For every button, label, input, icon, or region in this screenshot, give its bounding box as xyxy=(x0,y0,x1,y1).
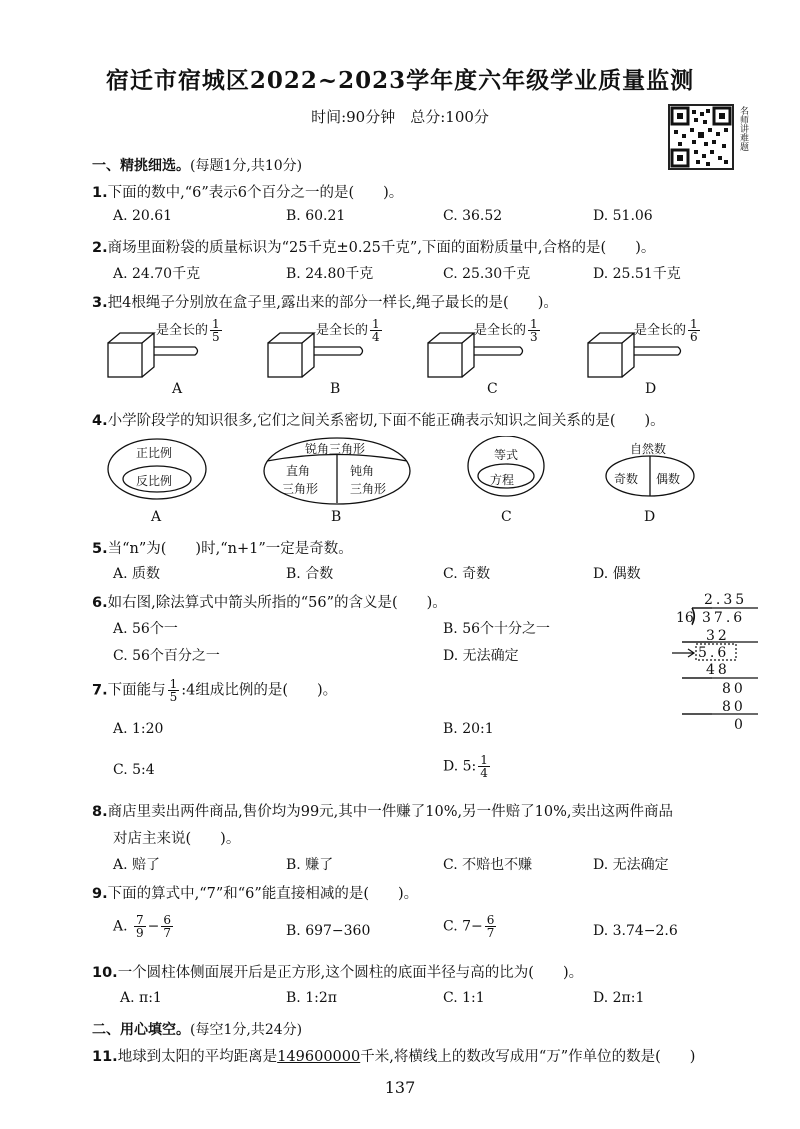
q4-option-b[interactable]: B xyxy=(331,509,342,525)
page-title: 宿迁市宿城区2022~2023学年度六年级学业质量监测 xyxy=(105,67,695,94)
q2-option-c[interactable]: C. 25.30千克 xyxy=(443,266,531,282)
qr-code-icon[interactable] xyxy=(668,104,734,170)
q4-d-top-label: 自然数 xyxy=(630,442,667,456)
question-text: 商场里面粉袋的质量标识为“25千克±0.25千克”,下面的面粉质量中,合格的是( )。 xyxy=(107,240,656,256)
q7-option-c[interactable]: C. 5:4 xyxy=(113,762,155,778)
numerator: 7 xyxy=(136,913,144,927)
question-number: 9. xyxy=(92,886,108,902)
numerator: 1 xyxy=(212,317,220,331)
q8-option-a[interactable]: A. 赔了 xyxy=(113,857,161,873)
q4-diagrams xyxy=(100,436,700,508)
q5-option-b[interactable]: B. 合数 xyxy=(286,566,334,582)
q9-option-c[interactable] xyxy=(443,914,498,939)
q3-label-d xyxy=(634,318,702,343)
question-number: 8. xyxy=(92,804,108,820)
q3-option-a[interactable]: A xyxy=(172,381,183,397)
question-11 xyxy=(92,1045,695,1066)
question-5 xyxy=(92,537,353,558)
q4-option-a[interactable]: A xyxy=(151,509,162,525)
label-text: 是全长的 xyxy=(474,323,527,338)
q4-b-right-label-2: 三角形 xyxy=(350,482,387,496)
q6-option-c[interactable]: C. 56个百分之一 xyxy=(113,648,220,664)
q4-option-c[interactable]: C xyxy=(501,509,512,525)
q4-option-d[interactable]: D xyxy=(644,509,656,525)
division-quotient: 2.35 xyxy=(704,592,748,608)
division-step-1: 32 xyxy=(706,628,730,644)
question-number: 4. xyxy=(92,413,108,429)
q5-option-d[interactable]: D. 偶数 xyxy=(593,566,641,582)
q3-label-a xyxy=(156,318,224,343)
fraction xyxy=(161,914,173,939)
label-text: 是全长的 xyxy=(634,323,687,338)
question-text: 地球到太阳的平均距离是 xyxy=(117,1049,278,1065)
q1-option-d[interactable]: D. 51.06 xyxy=(593,208,653,224)
q4-d-right-label: 偶数 xyxy=(656,472,681,486)
question-2 xyxy=(92,236,655,257)
q6-option-a[interactable]: A. 56个一 xyxy=(113,621,178,637)
question-3 xyxy=(92,291,558,312)
question-9 xyxy=(92,882,418,903)
section-title: 二、用心填空。 xyxy=(92,1022,190,1038)
question-number: 1. xyxy=(92,185,108,201)
question-text: 把4根绳子分别放在盒子里,露出来的部分一样长,绳子最长的是( )。 xyxy=(107,295,558,311)
q7-option-b[interactable]: B. 20:1 xyxy=(443,721,494,737)
q3-label-b xyxy=(316,318,384,343)
q2-option-b[interactable]: B. 24.80千克 xyxy=(286,266,374,282)
division-divisor: 16 xyxy=(676,610,694,626)
underlined-number: 149600000 xyxy=(277,1049,361,1065)
option-text: C. 7− xyxy=(443,918,483,935)
q8-option-d[interactable]: D. 无法确定 xyxy=(593,857,669,873)
q3-label-c xyxy=(474,318,542,343)
fraction xyxy=(688,318,700,343)
minus-sign: − xyxy=(147,918,160,935)
q1-option-b[interactable]: B. 60.21 xyxy=(286,208,346,224)
label-text: 是全长的 xyxy=(316,323,369,338)
q7-option-d[interactable] xyxy=(443,754,492,779)
denominator: 9 xyxy=(136,926,144,940)
denominator: 3 xyxy=(530,330,538,344)
q9-option-b[interactable]: B. 697−360 xyxy=(286,923,371,939)
q4-b-right-label-1: 钝角 xyxy=(350,464,375,478)
question-4 xyxy=(92,409,665,430)
q3-option-b[interactable]: B xyxy=(330,381,341,397)
question-text: 一个圆柱体侧面展开后是正方形,这个圆柱的底面半径与高的比为( )。 xyxy=(117,965,584,981)
question-7 xyxy=(92,678,337,703)
q10-option-c[interactable]: C. 1:1 xyxy=(443,990,485,1006)
section-title: 一、精挑细选。 xyxy=(92,158,190,174)
page-number: 137 xyxy=(384,1078,416,1097)
q9-option-d[interactable]: D. 3.74−2.6 xyxy=(593,923,678,939)
q2-option-d[interactable]: D. 25.51千克 xyxy=(593,266,681,282)
q5-option-a[interactable]: A. 质数 xyxy=(113,566,161,582)
division-remainder: 0 xyxy=(734,717,743,733)
fraction xyxy=(478,754,490,779)
fraction xyxy=(134,914,146,939)
q4-a-outer-label: 正比例 xyxy=(136,446,173,460)
denominator: 4 xyxy=(372,330,380,344)
fraction xyxy=(528,318,540,343)
q1-option-c[interactable]: C. 36.52 xyxy=(443,208,503,224)
question-text-tail: 千米,将横线上的数改写成用“万”作单位的数是( ) xyxy=(360,1049,696,1065)
numerator: 6 xyxy=(486,913,495,927)
question-8-cont: 对店主来说( )。 xyxy=(113,831,241,847)
numerator: 1 xyxy=(480,753,488,767)
q4-b-top-label: 锐角三角形 xyxy=(305,442,366,456)
denominator: 7 xyxy=(163,926,172,940)
division-step-5: 80 xyxy=(722,699,746,715)
q10-option-a[interactable]: A. π:1 xyxy=(120,990,162,1006)
division-dividend: 37.6 xyxy=(702,610,746,626)
option-text: A. xyxy=(113,918,128,935)
q3-option-c[interactable]: C xyxy=(487,381,498,397)
fraction xyxy=(210,318,222,343)
q6-option-b[interactable]: B. 56个十分之一 xyxy=(443,621,551,637)
question-number: 11. xyxy=(92,1049,118,1065)
numerator: 1 xyxy=(530,317,538,331)
question-10 xyxy=(92,961,583,982)
denominator: 6 xyxy=(690,330,698,344)
denominator: 5 xyxy=(169,690,178,704)
question-text: 当“n”为( )时,“n+1”一定是奇数。 xyxy=(107,541,353,557)
denominator: 5 xyxy=(212,330,220,344)
q4-c-outer-label: 等式 xyxy=(494,448,519,462)
question-text: 下面的算式中,“7”和“6”能直接相减的是( )。 xyxy=(107,886,419,902)
denominator: 7 xyxy=(486,926,495,940)
question-6 xyxy=(92,591,447,612)
q4-b-left-label-1: 直角 xyxy=(286,464,311,478)
qr-caption: 名师讲难题 xyxy=(738,106,748,151)
q8-option-c[interactable]: C. 不赔也不赚 xyxy=(443,857,533,873)
question-text: 小学阶段学的知识很多,它们之间关系密切,下面不能正确表示知识之间关系的是( )。 xyxy=(107,413,665,429)
question-text: 下面能与 xyxy=(107,682,166,699)
question-number: 2. xyxy=(92,240,108,256)
division-step-4: 80 xyxy=(722,681,746,697)
q4-d-left-label: 奇数 xyxy=(614,472,639,486)
question-number: 10. xyxy=(92,965,118,981)
q8-option-b[interactable]: B. 赚了 xyxy=(286,857,334,873)
section-note: (每空1分,共24分) xyxy=(190,1022,303,1038)
q3-option-d[interactable]: D xyxy=(645,381,657,397)
q1-option-a[interactable]: A. 20.61 xyxy=(113,208,173,224)
fraction xyxy=(485,914,497,939)
q4-a-inner-label: 反比例 xyxy=(136,474,173,488)
q10-option-d[interactable]: D. 2π:1 xyxy=(593,990,645,1006)
question-1 xyxy=(92,181,403,202)
q9-option-a[interactable] xyxy=(113,914,175,939)
q2-option-a[interactable]: A. 24.70千克 xyxy=(113,266,201,282)
q4-c-inner-label: 方程 xyxy=(490,473,515,487)
q5-option-c[interactable]: C. 奇数 xyxy=(443,566,491,582)
section-heading-1 xyxy=(92,155,302,175)
question-text: 如右图,除法算式中箭头所指的“56”的含义是( )。 xyxy=(107,595,447,611)
question-number: 3. xyxy=(92,295,108,311)
numerator: 1 xyxy=(372,317,380,331)
fraction xyxy=(370,318,382,343)
question-number: 5. xyxy=(92,541,108,557)
question-text: 下面的数中,“6”表示6个百分之一的是( )。 xyxy=(107,185,404,201)
section-heading-2 xyxy=(92,1019,302,1039)
q6-option-d[interactable]: D. 无法确定 xyxy=(443,648,519,664)
exam-info: 时间:90分钟 总分:100分 xyxy=(311,108,489,126)
question-number: 6. xyxy=(92,595,108,611)
question-number: 7. xyxy=(92,682,108,699)
q7-option-a[interactable]: A. 1:20 xyxy=(113,721,164,737)
q4-b-left-label-2: 三角形 xyxy=(282,482,319,496)
question-text: 商店里卖出两件商品,售价均为99元,其中一件赚了10%,另一件赔了10%,卖出这两件商品 xyxy=(107,804,673,820)
numerator: 1 xyxy=(169,677,178,691)
label-text: 是全长的 xyxy=(156,323,209,338)
section-note: (每题1分,共10分) xyxy=(190,158,303,174)
division-step-2: 5.6 xyxy=(698,645,730,661)
question-text-tail: :4组成比例的是( )。 xyxy=(181,682,338,699)
numerator: 6 xyxy=(163,913,172,927)
question-8 xyxy=(92,800,673,821)
denominator: 4 xyxy=(480,766,488,780)
option-text: D. 5: xyxy=(443,758,477,775)
numerator: 1 xyxy=(690,317,698,331)
fraction xyxy=(168,678,180,703)
q10-option-b[interactable]: B. 1:2π xyxy=(286,990,337,1006)
division-step-3: 48 xyxy=(706,662,730,678)
